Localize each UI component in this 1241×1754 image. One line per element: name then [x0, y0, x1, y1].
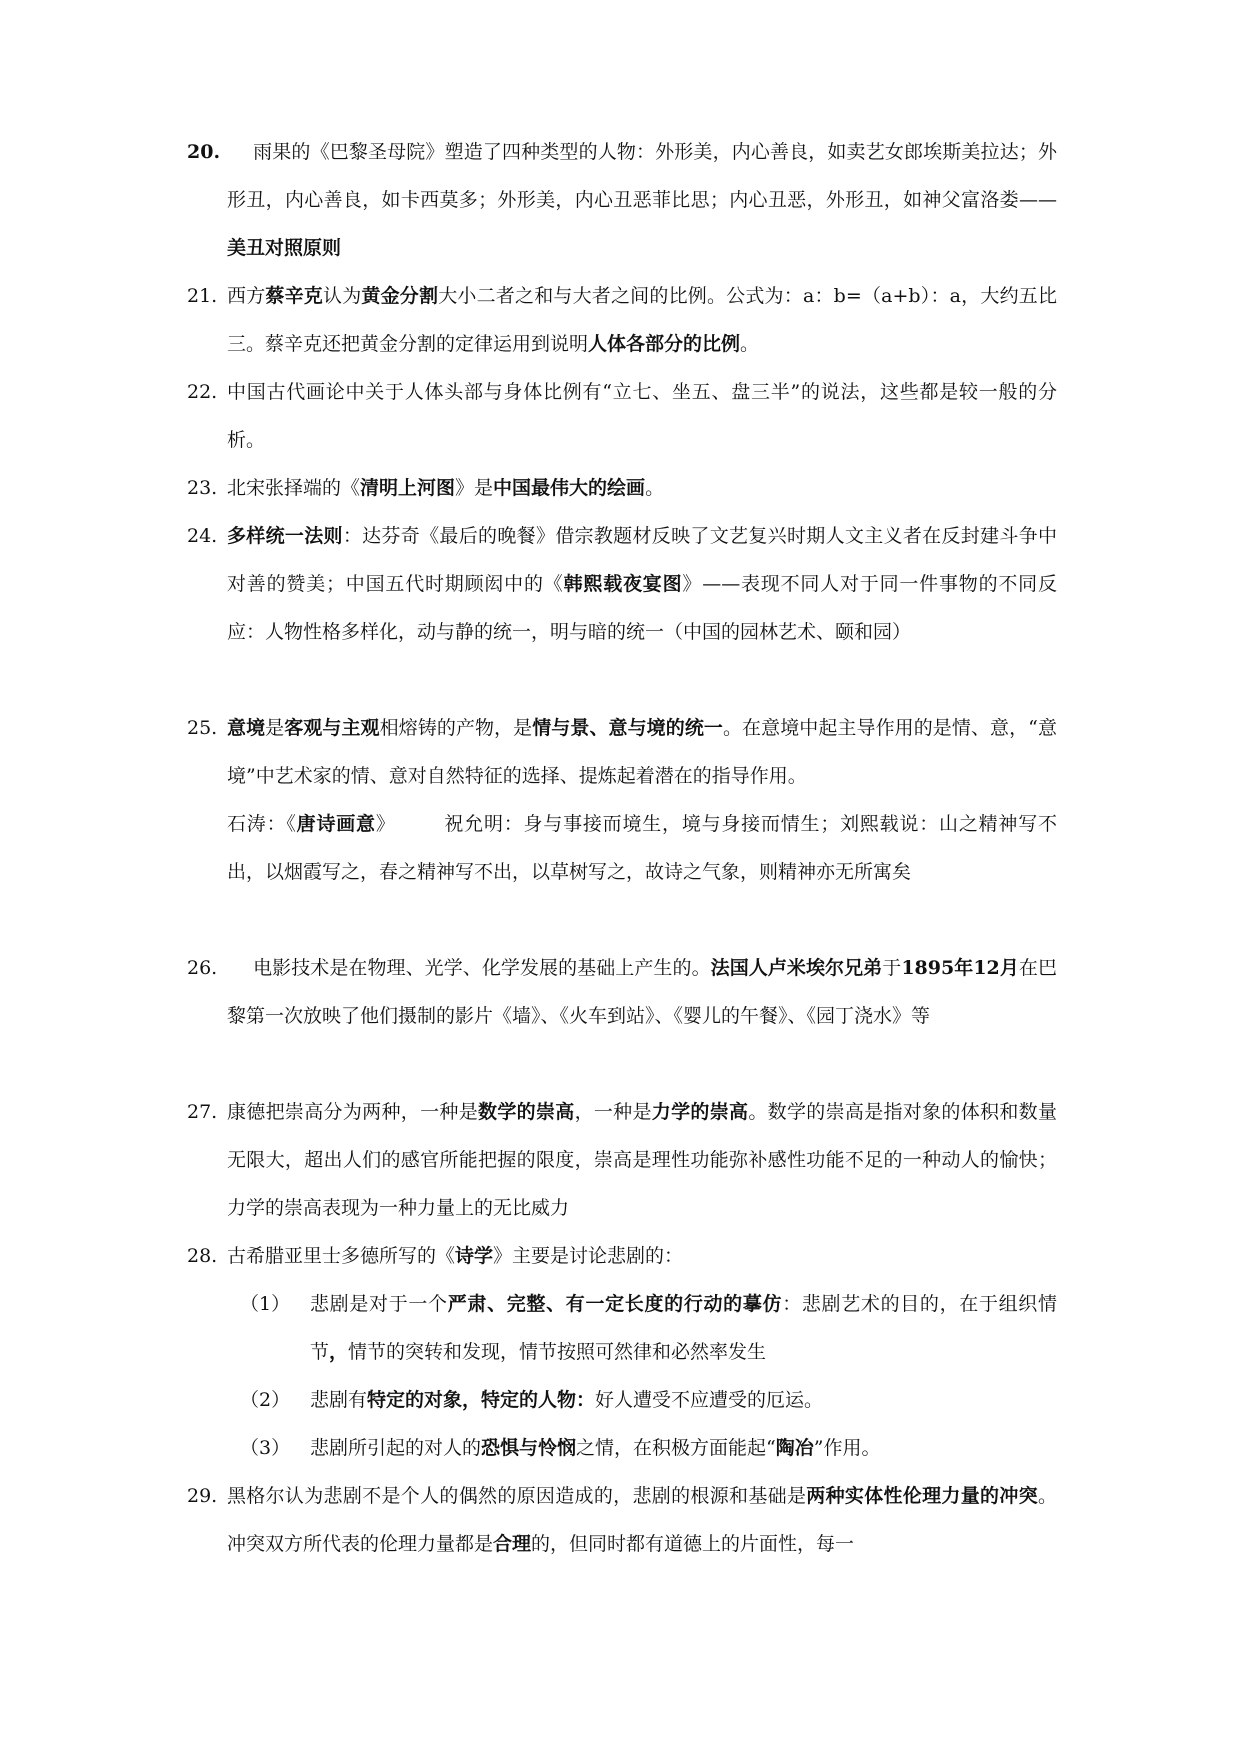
- item-text: 雨果的《巴黎圣母院》塑造了四种类型的人物：外形美，内心善良，如卖艺女郎埃斯美拉达；外形丑，内心善良，如卡西莫多；外形美，内心丑恶菲比思；内心丑恶，外形丑，如神父富洛娄——美丑对照原则: [227, 141, 1057, 259]
- item-number: 27.: [187, 1101, 218, 1123]
- item-text: 黑格尔认为悲剧不是个人的偶然的原因造成的，悲剧的根源和基础是两种实体性伦理力量的冲突。冲突双方所代表的伦理力量都是合理的，但同时都有道德上的片面性，每一: [227, 1485, 1057, 1555]
- item-number: 22.: [187, 381, 218, 403]
- list-item-29: [187, 1472, 1057, 1568]
- list-item-21: [187, 272, 1057, 368]
- sub-item-number: （3）: [240, 1437, 291, 1459]
- item-number: 26.: [187, 957, 218, 979]
- item-text: 中国古代画论中关于人体头部与身体比例有“立七、坐五、盘三半”的说法，这些都是较一般的分析。: [227, 381, 1057, 451]
- item-text: 北宋张择端的《清明上河图》是中国最伟大的绘画。: [227, 477, 665, 499]
- sub-item-text: 悲剧有特定的对象，特定的人物：好人遭受不应遭受的厄运。: [310, 1389, 824, 1411]
- item-text: 古希腊亚里士多德所写的《诗学》主要是讨论悲剧的：: [227, 1245, 684, 1267]
- item-text: 康德把崇高分为两种，一种是数学的崇高，一种是力学的崇高。数学的崇高是指对象的体积和数量无限大，超出人们的感官所能把握的限度，崇高是理性功能弥补感性功能不足的一种动人的愉快；力学的崇高表现为一种力量上的无比威力: [227, 1101, 1057, 1219]
- list-item-20: [187, 128, 1057, 272]
- list-item-23: [187, 464, 1057, 512]
- item-number: 24.: [187, 525, 218, 547]
- sub-item-number: （1）: [240, 1293, 291, 1315]
- item-quote-text: 石涛：《唐诗画意》 祝允明：身与事接而境生，境与身接而情生；刘熙载说：山之精神写不出，以烟霞写之，春之精神写不出，以草树写之，故诗之气象，则精神亦无所寓矣: [227, 813, 1057, 883]
- item-number: 21.: [187, 285, 218, 307]
- list-item-24: [187, 512, 1057, 656]
- sub-item-3: [240, 1424, 1057, 1472]
- sub-item-1: [240, 1280, 1057, 1376]
- sub-item-number: （2）: [240, 1389, 291, 1411]
- item-text: 西方蔡辛克认为黄金分割大小二者之和与大者之间的比例。公式为：a：b=（a+b）：a，大约五比三。蔡辛克还把黄金分割的定律运用到说明人体各部分的比例。: [227, 285, 1057, 355]
- list-item-28: [187, 1232, 1057, 1280]
- list-item-25: [187, 704, 1057, 896]
- sub-item-2: [240, 1376, 1057, 1424]
- list-item-27: [187, 1088, 1057, 1232]
- item-text: 电影技术是在物理、光学、化学发展的基础上产生的。法国人卢米埃尔兄弟于1895年12月在巴黎第一次放映了他们摄制的影片《墙》、《火车到站》、《婴儿的午餐》、《园丁浇水》等: [227, 957, 1057, 1027]
- item-number: 28.: [187, 1245, 218, 1267]
- item-number: 29.: [187, 1485, 218, 1507]
- sub-item-text: 悲剧所引起的对人的恐惧与怜悯之情，在积极方面能起“陶冶”作用。: [310, 1437, 881, 1459]
- item-text: 多样统一法则：达芬奇《最后的晚餐》借宗教题材反映了文艺复兴时期人文主义者在反封建斗争中对善的赞美；中国五代时期顾闳中的《韩熙载夜宴图》——表现不同人对于同一件事物的不同反应：人物性格多样化，动与静的统一，明与暗的统一（中国的园林艺术、颐和园）: [227, 525, 1057, 643]
- item-number: 25.: [187, 717, 218, 739]
- item-number: 20.: [187, 141, 221, 163]
- list-item-22: [187, 368, 1057, 464]
- item-text: 意境是客观与主观相熔铸的产物，是情与景、意与境的统一。在意境中起主导作用的是情、意，“意境”中艺术家的情、意对自然特征的选择、提炼起着潜在的指导作用。: [227, 717, 1057, 787]
- list-item-26: [187, 944, 1057, 1040]
- sub-item-text: 悲剧是对于一个严肃、完整、有一定长度的行动的摹仿：悲剧艺术的目的，在于组织情节，情节的突转和发现，情节按照可然律和必然率发生: [310, 1293, 1057, 1363]
- item-number: 23.: [187, 477, 218, 499]
